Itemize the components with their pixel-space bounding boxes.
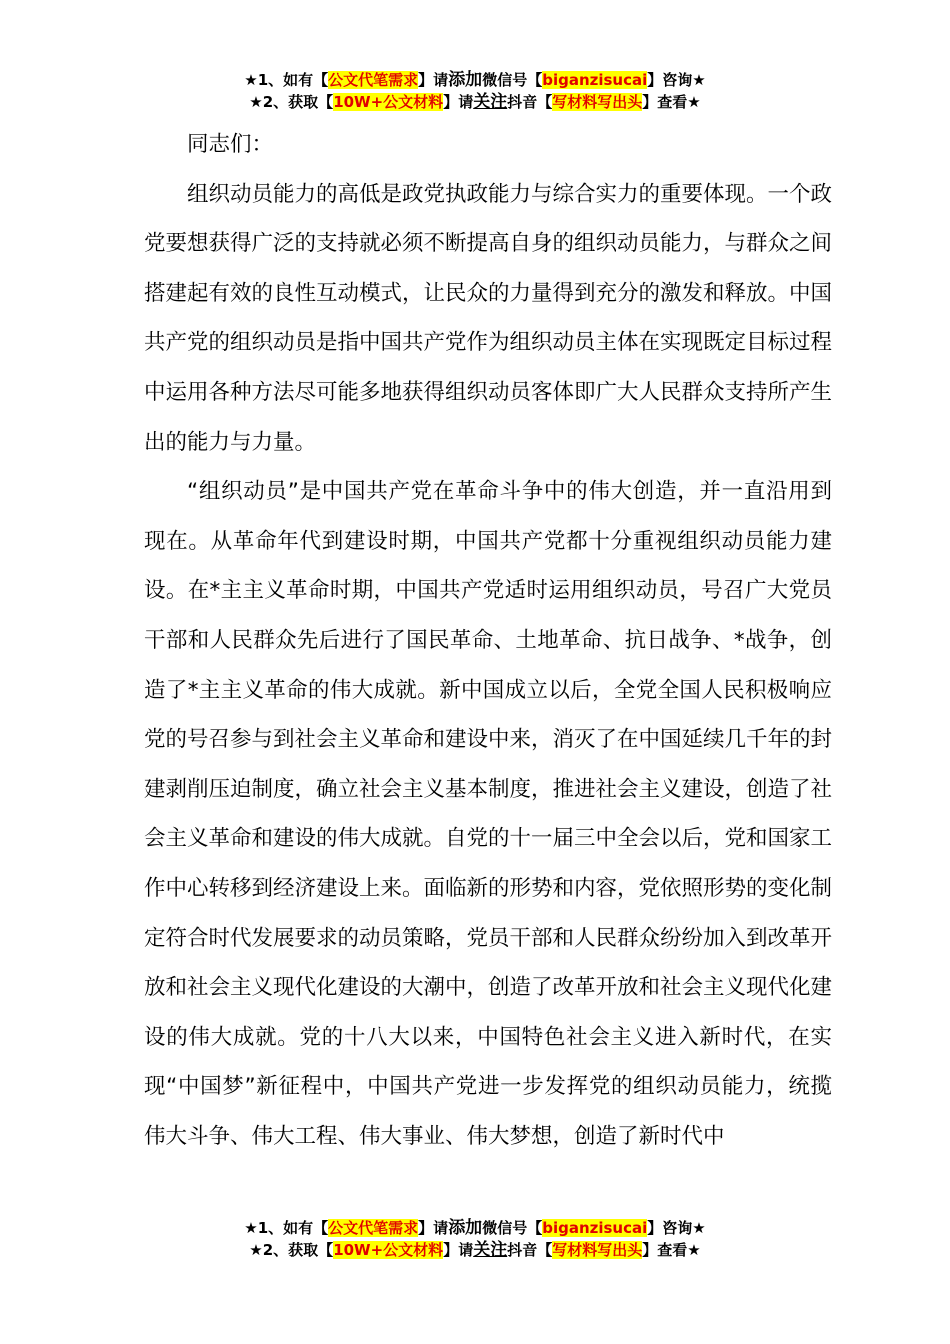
- footer-line-1-suffix: 】咨询★: [647, 1219, 706, 1237]
- banner-highlight-wechat-id: biganzisucai: [542, 71, 648, 89]
- banner-line-2-text-2: 抖音【: [507, 93, 553, 111]
- banner-line-2-suffix: 】查看★: [642, 93, 701, 111]
- footer-line-1-text-2: 微信号【: [482, 1219, 543, 1237]
- banner-highlight-douyin-id: 写材料写出头: [552, 93, 643, 111]
- footer-emphasis-add: 添加: [448, 1218, 483, 1238]
- footer-line-2-text-2: 抖音【: [507, 1241, 553, 1259]
- footer-highlight-douyin-id: 写材料写出头: [552, 1241, 643, 1259]
- document-body: [144, 120, 832, 1161]
- banner-line-1-text: 】请: [418, 71, 449, 89]
- banner-highlight-materials: 10W+公文材料: [333, 93, 444, 111]
- header-banner: [0, 69, 950, 113]
- footer-line-1-prefix: ★1、如有【: [244, 1219, 329, 1237]
- banner-line-1-text-2: 微信号【: [482, 71, 543, 89]
- footer-banner-line-2: [0, 1239, 950, 1261]
- banner-line-2: [0, 91, 950, 113]
- banner-highlight-service: 公文代笔需求: [328, 71, 419, 89]
- footer-line-1-text: 】请: [418, 1219, 449, 1237]
- banner-emphasis-follow: 关注: [473, 92, 508, 112]
- greeting: 同志们：: [187, 132, 274, 157]
- footer-banner-line-1: [0, 1217, 950, 1239]
- banner-line-2-text: 】请: [443, 93, 474, 111]
- footer-line-2-text: 】请: [443, 1241, 474, 1259]
- banner-line-1: [0, 69, 950, 91]
- banner-emphasis-add: 添加: [448, 70, 483, 90]
- banner-line-1-suffix: 】咨询★: [647, 71, 706, 89]
- footer-line-2-suffix: 】查看★: [642, 1241, 701, 1259]
- footer-banner: [0, 1217, 950, 1261]
- footer-line-2-prefix: ★2、获取【: [249, 1241, 334, 1259]
- footer-emphasis-follow: 关注: [473, 1240, 508, 1260]
- paragraph-2: “组织动员”是中国共产党在革命斗争中的伟大创造，并一直沿用到现在。从革命年代到建设时期，中国共产党都十分重视组织动员能力建设。在*主主义革命时期，中国共产党适时运用组织动员，号召广大党员干部和人民群众先后进行了国民革命、土地革命、抗日战争、*战争，创造了*主主义革命的伟大成就。新中国成立以后，全党全国人民积极响应党的号召参与到社会主义革命和建设中来，消灭了在中国延续几千年的封建剥削压迫制度，确立社会主义基本制度，推进社会主义建设，创造了社会主义革命和建设的伟大成就。自党的十一届三中全会以后，党和国家工作中心转移到经济建设上来。面临新的形势和内容，党依照形势的变化制定符合时代发展要求的动员策略，党员干部和人民群众纷纷加入到改革开放和社会主义现代化建设的大潮中，创造了改革开放和社会主义现代化建设的伟大成就。党的十八大以来，中国特色社会主义进入新时代，在实现“中国梦”新征程中，中国共产党进一步发挥党的组织动员能力，统揽伟大斗争、伟大工程、伟大事业、伟大梦想，创造了新时代中: [144, 479, 833, 1149]
- banner-line-2-prefix: ★2、获取【: [249, 93, 334, 111]
- footer-highlight-wechat-id: biganzisucai: [542, 1219, 648, 1237]
- banner-line-1-prefix: ★1、如有【: [244, 71, 329, 89]
- paragraph-1: 组织动员能力的高低是政党执政能力与综合实力的重要体现。一个政党要想获得广泛的支持就必须不断提高自身的组织动员能力，与群众之间搭建起有效的良性互动模式，让民众的力量得到充分的激发和释放。中国共产党的组织动员是指中国共产党作为组织动员主体在实现既定目标过程中运用各种方法尽可能多地获得组织动员客体即广大人民群众支持所产生出的能力与力量。: [144, 181, 833, 455]
- footer-highlight-materials: 10W+公文材料: [333, 1241, 444, 1259]
- footer-highlight-service: 公文代笔需求: [328, 1219, 419, 1237]
